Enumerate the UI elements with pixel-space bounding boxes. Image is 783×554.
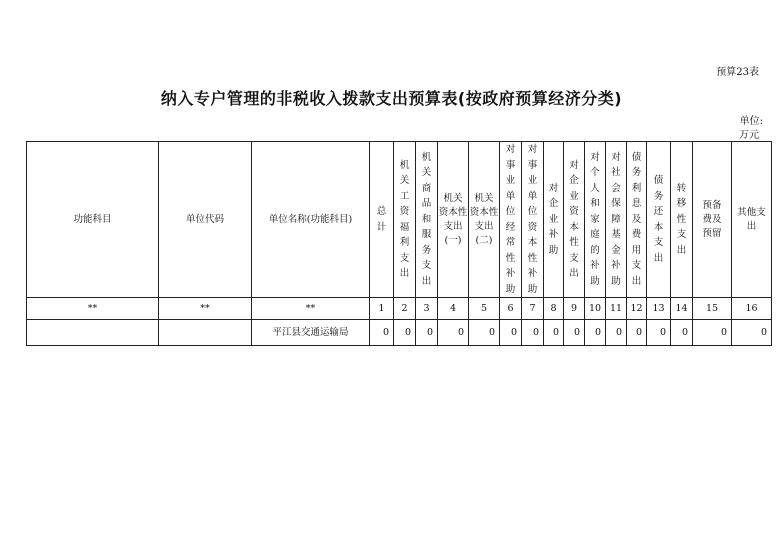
header-c2: 机关工资福利支出 xyxy=(394,142,416,298)
header-unit-code: 单位代码 xyxy=(159,142,252,298)
header-row xyxy=(27,142,772,298)
num-cell: ** xyxy=(27,298,159,320)
num-cell: 3 xyxy=(416,298,438,320)
unit-value: 万元 xyxy=(739,130,759,141)
data-cell: 0 xyxy=(585,320,606,346)
data-cell: 0 xyxy=(647,320,671,346)
data-cell: 0 xyxy=(564,320,585,346)
header-c8: 对企业补助 xyxy=(544,142,564,298)
number-row xyxy=(27,298,772,320)
data-cell: 0 xyxy=(416,320,438,346)
header-c12: 债务利息及费用支出 xyxy=(627,142,647,298)
data-cell: 0 xyxy=(438,320,469,346)
header-c7: 对事业单位资本性补助 xyxy=(522,142,544,298)
num-cell: 2 xyxy=(394,298,416,320)
header-c16: 其他支 出 xyxy=(732,142,772,298)
header-c11: 对社会保障基金补助 xyxy=(606,142,627,298)
num-cell: 12 xyxy=(627,298,647,320)
data-cell: 0 xyxy=(394,320,416,346)
data-cell xyxy=(27,320,159,346)
form-code: 预算23表 xyxy=(716,67,759,78)
data-cell xyxy=(159,320,252,346)
header-c13: 债务还本支出 xyxy=(647,142,671,298)
num-cell: ** xyxy=(252,298,370,320)
header-unit-name: 单位名称(功能科目) xyxy=(252,142,370,298)
unit-label: 单位: xyxy=(739,116,763,127)
header-c15: 预备 费及 预留 xyxy=(693,142,732,298)
page-title: 纳入专户管理的非税收入拨款支出预算表(按政府预算经济分类) xyxy=(160,89,623,108)
num-cell: 13 xyxy=(647,298,671,320)
num-cell: 1 xyxy=(370,298,394,320)
num-cell: 9 xyxy=(564,298,585,320)
data-cell: 0 xyxy=(370,320,394,346)
num-cell: 15 xyxy=(693,298,732,320)
num-cell: 4 xyxy=(438,298,469,320)
num-cell: ** xyxy=(159,298,252,320)
header-c6: 对事业单位经常性补助 xyxy=(500,142,522,298)
num-cell: 14 xyxy=(671,298,693,320)
header-c10: 对个人和家庭的补助 xyxy=(585,142,606,298)
num-cell: 7 xyxy=(522,298,544,320)
data-cell: 0 xyxy=(627,320,647,346)
data-cell: 0 xyxy=(671,320,693,346)
data-cell: 0 xyxy=(693,320,732,346)
data-cell: 0 xyxy=(500,320,522,346)
num-cell: 16 xyxy=(732,298,772,320)
header-func-subject: 功能科目 xyxy=(27,142,159,298)
header-total: 总计 xyxy=(370,142,394,298)
data-cell: 0 xyxy=(469,320,500,346)
table-row xyxy=(27,320,772,346)
num-cell: 5 xyxy=(469,298,500,320)
header-c3: 机关商品和服务支出 xyxy=(416,142,438,298)
budget-table xyxy=(26,141,772,346)
data-cell: 0 xyxy=(544,320,564,346)
data-cell: 0 xyxy=(606,320,627,346)
data-cell: 0 xyxy=(522,320,544,346)
header-c5: 机关 资本性 支出 (二) xyxy=(469,142,500,298)
num-cell: 10 xyxy=(585,298,606,320)
header-c14: 转移性支出 xyxy=(671,142,693,298)
num-cell: 8 xyxy=(544,298,564,320)
header-c4: 机关 资本性 支出 (一) xyxy=(438,142,469,298)
header-c9: 对企业资本性支出 xyxy=(564,142,585,298)
num-cell: 6 xyxy=(500,298,522,320)
num-cell: 11 xyxy=(606,298,627,320)
data-cell: 0 xyxy=(732,320,772,346)
unit-name-cell: 平江县交通运输局 xyxy=(252,320,370,346)
